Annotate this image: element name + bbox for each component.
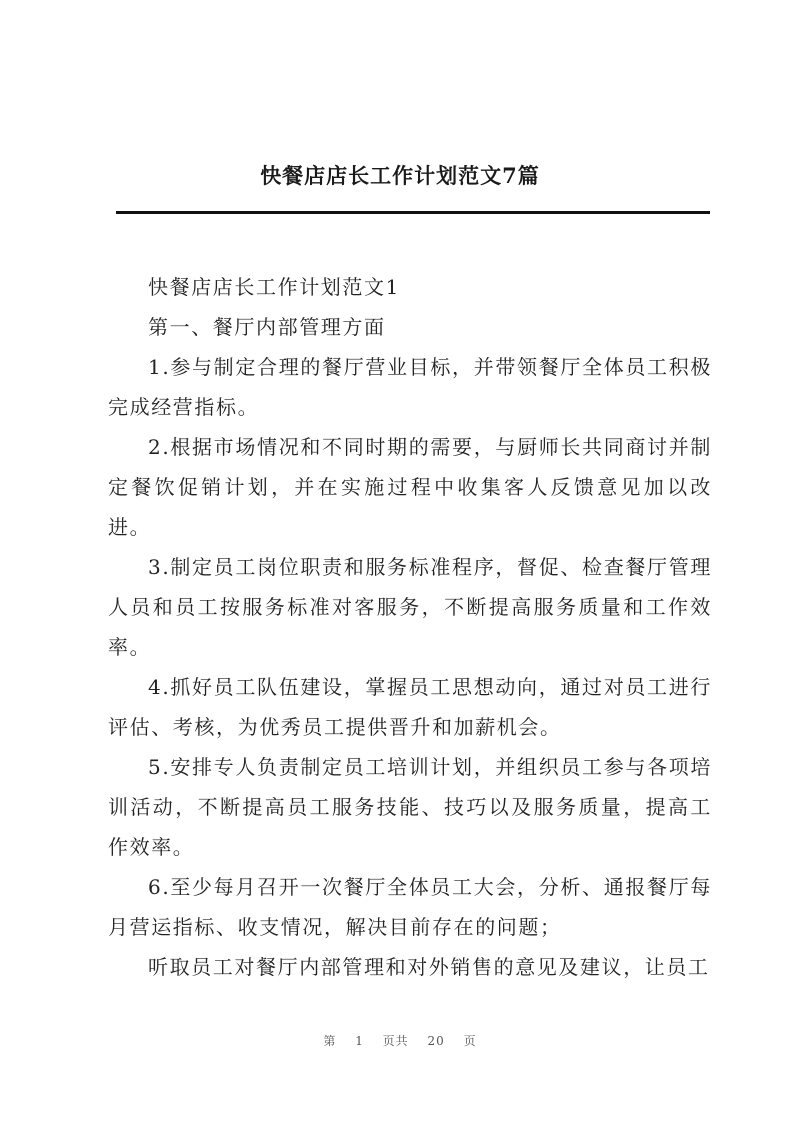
paragraph-item-1: 1.参与制定合理的餐厅营业目标，并带领餐厅全体员工积极完成经营指标。 xyxy=(108,355,712,419)
paragraph-item-3: 3.制定员工岗位职责和服务标准程序，督促、检查餐厅管理人员和员工按服务标准对客服务，不断提高服务质量和工作效率。 xyxy=(108,555,712,659)
section-heading: 快餐店店长工作计划范文1 xyxy=(148,275,400,299)
paragraph-item-2: 2.根据市场情况和不同时期的需要，与厨师长共同商讨并制定餐饮促销计划，并在实施过程中收集客人反馈意见加以改进。 xyxy=(108,435,712,539)
document-title: 快餐店店长工作计划范文7篇 xyxy=(260,163,540,188)
document-body xyxy=(108,267,712,987)
footer-prefix: 第 xyxy=(323,1034,337,1048)
footer-middle: 页共 xyxy=(382,1034,409,1048)
title-underline xyxy=(116,211,710,214)
paragraph-item-4: 4.抓好员工队伍建设，掌握员工思想动向，通过对员工进行评估、考核，为优秀员工提供晋升和加薪机会。 xyxy=(108,675,712,739)
paragraph-item-6: 6.至少每月召开一次餐厅全体员工大会，分析、通报餐厅每月营运指标、收支情况，解决目前存在的问题； xyxy=(108,875,712,939)
footer-suffix: 页 xyxy=(463,1034,477,1048)
page-footer xyxy=(0,1032,800,1049)
subsection-heading: 第一、餐厅内部管理方面 xyxy=(148,315,386,339)
footer-total-pages: 20 xyxy=(427,1034,445,1048)
paragraph-continuation: 听取员工对餐厅内部管理和对外销售的意见及建议，让员工 xyxy=(148,955,710,979)
paragraph-item-5: 5.安排专人负责制定员工培训计划，并组织员工参与各项培训活动，不断提高员工服务技能、技巧以及服务质量，提高工作效率。 xyxy=(108,755,712,859)
footer-page-number: 1 xyxy=(355,1034,364,1048)
